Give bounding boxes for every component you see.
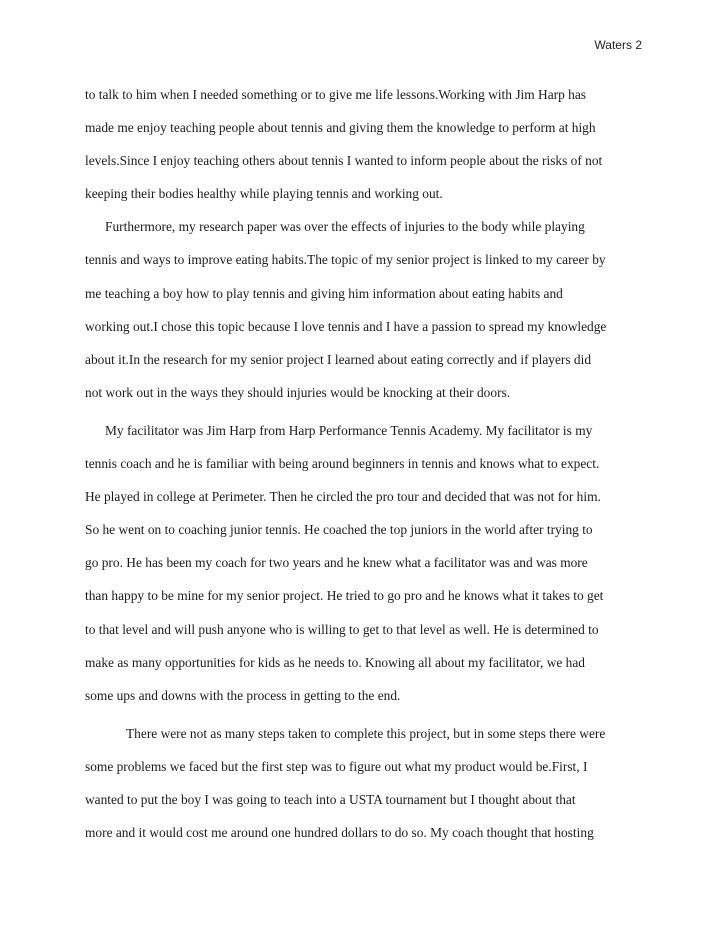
text-line: made me enjoy teaching people about tennis and giving them the knowledge to perform at high (85, 120, 596, 136)
paragraph-4 (85, 717, 650, 849)
text-line: than happy to be mine for my senior project. He tried to go pro and he knows what it takes to get (85, 588, 604, 604)
text-line: Furthermore, my research paper was over the effects of injuries to the body while playing (105, 219, 585, 235)
running-head: Waters 2 (594, 38, 642, 52)
text-line: not work out in the ways they should injuries would be knocking at their doors. (85, 384, 511, 400)
text-line: go pro. He has been my coach for two years and he knew what a facilitator was and was more (85, 555, 588, 571)
text-line: He played in college at Perimeter. Then he circled the pro tour and decided that was not for him. (85, 489, 601, 505)
text-line: about it.In the research for my senior project I learned about eating correctly and if players did (85, 351, 592, 367)
text-line: some ups and downs with the process in getting to the end. (85, 687, 401, 703)
text-line: wanted to put the boy I was going to teach into a USTA tournament but I thought about that (85, 791, 576, 807)
text-line: tennis and ways to improve eating habits.The topic of my senior project is linked to my career by (85, 252, 606, 268)
paragraph-2 (85, 210, 650, 409)
text-line: There were not as many steps taken to complete this project, but in some steps there were (126, 725, 606, 741)
text-line: working out.I chose this topic because I love tennis and I have a passion to spread my knowledge (85, 318, 607, 334)
text-line: me teaching a boy how to play tennis and giving him information about eating habits and (85, 285, 563, 301)
paragraph-1 (85, 78, 650, 210)
text-line: more and it would cost me around one hundred dollars to do so. My coach thought that hosting (85, 825, 594, 841)
text-line: levels.Since I enjoy teaching others about tennis I wanted to inform people about the risks of not (85, 153, 603, 169)
text-line: keeping their bodies healthy while playing tennis and working out. (85, 186, 443, 202)
text-line: to that level and will push anyone who is willing to get to that level as well. He is determined to (85, 621, 599, 637)
paragraph-3 (85, 414, 650, 712)
text-line: tennis coach and he is familiar with being around beginners in tennis and knows what to expect. (85, 456, 600, 472)
text-line: to talk to him when I needed something or to give me life lessons.Working with Jim Harp has (85, 87, 586, 102)
text-line: My facilitator was Jim Harp from Harp Performance Tennis Academy. My facilitator is my (105, 422, 593, 438)
text-line: make as many opportunities for kids as he needs to. Knowing all about my facilitator, we had (85, 654, 586, 670)
text-line: some problems we faced but the first step was to figure out what my product would be.First, I (85, 758, 588, 774)
body-text (85, 78, 650, 849)
text-line: So he went on to coaching junior tennis. He coached the top juniors in the world after trying to (85, 522, 593, 538)
